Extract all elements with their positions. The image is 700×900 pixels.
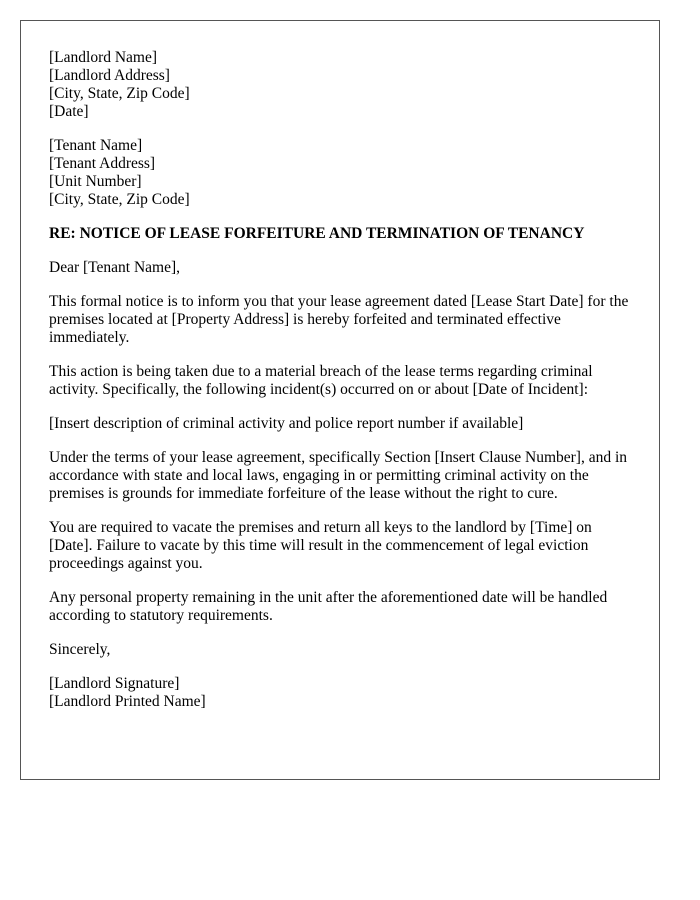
recipient-city-state-zip: [City, State, Zip Code]: [49, 191, 190, 208]
sender-address: [Landlord Address]: [49, 67, 170, 84]
salutation: Dear [Tenant Name],: [49, 259, 181, 276]
body-paragraph-incident: [Insert description of criminal activity and police report number if available]: [49, 415, 524, 432]
printed-name-line: [Landlord Printed Name]: [49, 693, 206, 710]
recipient-address-block: [49, 137, 631, 209]
body-paragraph-property: Any personal property remaining in the unit after the aforementioned date will be handled according to statutory requirements.: [49, 589, 608, 624]
body-paragraph-vacate: You are required to vacate the premises and return all keys to the landlord by [Time] on [Date]. Failure to vacate by this time will result in the commencement of legal eviction proceedings against you.: [49, 519, 592, 572]
sender-name: [Landlord Name]: [49, 49, 158, 66]
subject-line: RE: NOTICE OF LEASE FORFEITURE AND TERMINATION OF TENANCY: [49, 225, 585, 242]
sender-city-state-zip: [City, State, Zip Code]: [49, 85, 190, 102]
letter-date: [Date]: [49, 103, 89, 120]
closing: Sincerely,: [49, 641, 111, 658]
signature-line: [Landlord Signature]: [49, 675, 180, 692]
body-paragraph-terms: Under the terms of your lease agreement, specifically Section [Insert Clause Number], and in accordance with state and local laws, engaging in or permitting criminal activity on the premises is grounds for immediate forfeiture of the lease without the right to cure.: [49, 449, 628, 502]
recipient-name: [Tenant Name]: [49, 137, 143, 154]
body-paragraph-breach: This action is being taken due to a material breach of the lease terms regarding criminal activity. Specifically, the following incident(s) occurred on or about [Date of Incident]:: [49, 363, 593, 398]
signature-block: [49, 675, 631, 711]
sender-address-block: [49, 49, 631, 121]
recipient-unit: [Unit Number]: [49, 173, 142, 190]
recipient-address: [Tenant Address]: [49, 155, 156, 172]
body-paragraph-notice: This formal notice is to inform you that your lease agreement dated [Lease Start Date] for the premises located at [Property Address] is hereby forfeited and terminated effective immediately.: [49, 293, 629, 346]
letter-page: [20, 20, 660, 780]
